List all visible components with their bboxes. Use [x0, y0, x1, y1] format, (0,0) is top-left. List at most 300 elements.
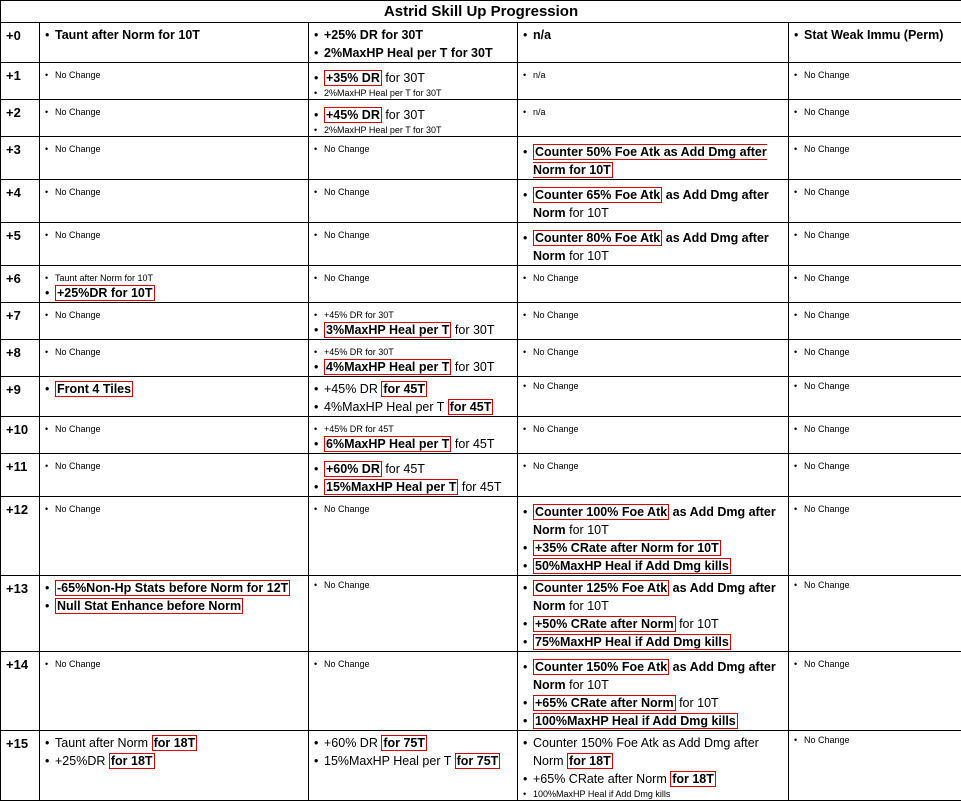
highlighted-change: for 18T	[567, 753, 613, 769]
bullet-list	[45, 309, 303, 321]
bullet-list	[45, 143, 303, 155]
bullet-list	[523, 380, 783, 392]
bullet-list	[523, 460, 783, 472]
skill-3-cell	[518, 652, 789, 731]
list-item	[314, 658, 512, 670]
item-text: No Change	[55, 144, 101, 154]
skill-4-cell	[789, 63, 961, 100]
highlighted-change: 75%MaxHP Heal if Add Dmg kills	[533, 634, 731, 650]
item-text: n/a	[533, 70, 546, 80]
skill-1-cell	[40, 137, 309, 180]
highlighted-change: for 45T	[381, 381, 427, 397]
bullet-list	[314, 346, 512, 376]
level-cell: +14	[1, 652, 40, 731]
list-item	[523, 272, 783, 284]
bullet-list	[794, 106, 956, 118]
item-text: Norm	[533, 249, 566, 263]
skill-1-cell	[40, 180, 309, 223]
highlighted-change: 4%MaxHP Heal per T	[324, 359, 451, 375]
item-text: +65% CRate after Norm	[533, 772, 670, 786]
list-item	[45, 186, 303, 198]
list-item	[314, 734, 512, 752]
list-item	[794, 734, 956, 746]
list-item	[45, 423, 303, 435]
skill-3-cell	[518, 223, 789, 266]
list-item	[314, 229, 512, 241]
table-row	[1, 731, 961, 801]
item-text: No Change	[804, 144, 850, 154]
list-item	[523, 734, 783, 770]
list-item	[523, 633, 783, 651]
item-text: No Change	[324, 504, 370, 514]
bullet-list	[314, 229, 512, 241]
item-text: 15%MaxHP Heal per T	[324, 754, 455, 768]
list-item	[314, 26, 512, 44]
bullet-list	[794, 579, 956, 591]
list-item	[523, 346, 783, 358]
list-item	[45, 272, 303, 284]
list-item	[314, 380, 512, 398]
bullet-list	[794, 346, 956, 358]
skill-2-cell	[309, 137, 518, 180]
skill-3-cell	[518, 497, 789, 576]
bullet-list	[45, 579, 303, 615]
skill-2-cell	[309, 417, 518, 454]
skill-3-cell	[518, 454, 789, 497]
item-text: Taunt after Norm for 10T	[55, 273, 153, 283]
skill-2-cell	[309, 180, 518, 223]
list-item	[794, 272, 956, 284]
table-row	[1, 652, 961, 731]
skill-2-cell	[309, 377, 518, 417]
list-item	[45, 284, 303, 302]
list-item	[45, 658, 303, 670]
level-cell: +9	[1, 377, 40, 417]
skill-4-cell	[789, 180, 961, 223]
skill-2-cell	[309, 652, 518, 731]
level-cell: +0	[1, 23, 40, 63]
list-item	[314, 503, 512, 515]
bullet-list	[794, 380, 956, 392]
bullet-list	[523, 579, 783, 651]
item-text: n/a	[533, 28, 551, 42]
list-item	[794, 346, 956, 358]
item-text: as Add Dmg after	[669, 505, 776, 519]
list-item	[314, 358, 512, 376]
item-text: for 10T	[566, 523, 609, 537]
list-item	[523, 557, 783, 575]
item-text: No Change	[804, 347, 850, 357]
bullet-list	[794, 503, 956, 515]
item-text: No Change	[324, 144, 370, 154]
skill-2-cell	[309, 731, 518, 801]
table-row	[1, 576, 961, 652]
skill-4-cell	[789, 417, 961, 454]
skill-4-cell	[789, 266, 961, 303]
bullet-list	[45, 106, 303, 118]
list-item	[794, 186, 956, 198]
item-text: +25%DR	[55, 754, 109, 768]
highlighted-change: Front 4 Tiles	[55, 381, 133, 397]
list-item	[523, 694, 783, 712]
item-text: No Change	[804, 230, 850, 240]
item-text: 100%MaxHP Heal if Add Dmg kills	[533, 789, 670, 799]
list-item	[523, 229, 783, 265]
list-item	[523, 380, 783, 392]
level-cell: +2	[1, 100, 40, 137]
bullet-list	[314, 658, 512, 670]
list-item	[314, 398, 512, 416]
bullet-list	[794, 186, 956, 198]
highlighted-change: +35% CRate after Norm for 10T	[533, 540, 721, 556]
list-item	[314, 435, 512, 453]
item-text: +45% DR for 30T	[324, 310, 394, 320]
bullet-list	[314, 309, 512, 339]
bullet-list	[314, 503, 512, 515]
item-text: for 10T	[566, 249, 609, 263]
item-text: No Change	[55, 310, 101, 320]
list-item	[523, 579, 783, 615]
table-body	[1, 23, 961, 801]
highlighted-change: 3%MaxHP Heal per T	[324, 322, 451, 338]
skill-1-cell	[40, 303, 309, 340]
bullet-list	[523, 658, 783, 730]
skill-3-cell	[518, 576, 789, 652]
highlighted-change: for 18T	[109, 753, 155, 769]
skill-2-cell	[309, 23, 518, 63]
item-text: No Change	[804, 504, 850, 514]
bullet-list	[794, 460, 956, 472]
list-item	[314, 87, 512, 99]
item-text: No Change	[804, 273, 850, 283]
list-item	[523, 106, 783, 118]
item-text: as Add Dmg after	[662, 188, 769, 202]
bullet-list	[794, 69, 956, 81]
item-text: for 45T	[451, 437, 494, 451]
item-text: for 45T	[382, 462, 425, 476]
list-item	[523, 423, 783, 435]
bullet-list	[523, 309, 783, 321]
bullet-list	[45, 26, 303, 44]
bullet-list	[314, 143, 512, 155]
list-item	[523, 186, 783, 222]
skill-2-cell	[309, 266, 518, 303]
item-text: for 30T	[451, 323, 494, 337]
skill-4-cell	[789, 100, 961, 137]
item-text: No Change	[804, 310, 850, 320]
item-text: No Change	[804, 381, 850, 391]
bullet-list	[523, 106, 783, 118]
item-text: No Change	[533, 273, 579, 283]
highlighted-change: +35% DR	[324, 70, 382, 86]
list-item	[45, 597, 303, 615]
list-item	[314, 423, 512, 435]
item-text: Norm	[533, 523, 566, 537]
skill-1-cell	[40, 266, 309, 303]
skill-1-cell	[40, 731, 309, 801]
bullet-list	[314, 579, 512, 591]
item-text: No Change	[55, 230, 101, 240]
table-row	[1, 266, 961, 303]
highlighted-change: 50%MaxHP Heal if Add Dmg kills	[533, 558, 731, 574]
bullet-list	[523, 503, 783, 575]
list-item	[523, 539, 783, 557]
table-row	[1, 497, 961, 576]
bullet-list	[794, 658, 956, 670]
skill-2-cell	[309, 223, 518, 266]
item-text: for 10T	[676, 617, 719, 631]
item-text: +45% DR for 45T	[324, 424, 394, 434]
skill-4-cell	[789, 303, 961, 340]
list-item	[794, 106, 956, 118]
skill-4-cell	[789, 137, 961, 180]
level-cell: +3	[1, 137, 40, 180]
skill-3-cell	[518, 180, 789, 223]
item-text: No Change	[804, 735, 850, 745]
item-text: No Change	[804, 70, 850, 80]
list-item	[314, 321, 512, 339]
highlighted-change: +65% CRate after Norm	[533, 695, 676, 711]
list-item	[45, 346, 303, 358]
skill-4-cell	[789, 23, 961, 63]
item-text: for 10T	[566, 678, 609, 692]
level-cell: +13	[1, 576, 40, 652]
level-cell: +15	[1, 731, 40, 801]
list-item	[523, 460, 783, 472]
bullet-list	[523, 143, 783, 179]
list-item	[314, 69, 512, 87]
table-row	[1, 377, 961, 417]
item-text: No Change	[55, 107, 101, 117]
list-item	[523, 712, 783, 730]
bullet-list	[45, 423, 303, 435]
bullet-list	[45, 229, 303, 241]
skill-2-cell	[309, 100, 518, 137]
item-text: No Change	[324, 230, 370, 240]
level-cell: +10	[1, 417, 40, 454]
skill-1-cell	[40, 576, 309, 652]
item-text: 4%MaxHP Heal per T	[324, 400, 448, 414]
skill-3-cell	[518, 731, 789, 801]
list-item	[314, 272, 512, 284]
skill-2-cell	[309, 576, 518, 652]
list-item	[314, 579, 512, 591]
item-text: +45% DR	[324, 382, 381, 396]
bullet-list	[523, 734, 783, 800]
list-item	[794, 26, 956, 44]
skill-1-cell	[40, 63, 309, 100]
item-text: No Change	[55, 70, 101, 80]
bullet-list	[45, 503, 303, 515]
bullet-list	[45, 186, 303, 198]
skill-4-cell	[789, 497, 961, 576]
highlighted-change: -65%Non-Hp Stats before Norm for 12T	[55, 580, 290, 596]
list-item	[314, 460, 512, 478]
skill-4-cell	[789, 377, 961, 417]
item-text: No Change	[804, 461, 850, 471]
highlighted-change: +50% CRate after Norm	[533, 616, 676, 632]
bullet-list	[314, 272, 512, 284]
skill-4-cell	[789, 223, 961, 266]
item-text: for 45T	[458, 480, 501, 494]
list-item	[523, 309, 783, 321]
skill-4-cell	[789, 576, 961, 652]
level-cell: +6	[1, 266, 40, 303]
list-item	[523, 770, 783, 788]
skill-1-cell	[40, 417, 309, 454]
bullet-list	[794, 26, 956, 44]
highlighted-change: 100%MaxHP Heal if Add Dmg kills	[533, 713, 738, 729]
item-text: Taunt after Norm for 10T	[55, 28, 200, 42]
item-text: No Change	[533, 381, 579, 391]
skill-2-cell	[309, 454, 518, 497]
table-row	[1, 417, 961, 454]
list-item	[45, 229, 303, 241]
bullet-list	[45, 69, 303, 81]
bullet-list	[45, 380, 303, 398]
list-item	[794, 229, 956, 241]
item-text: No Change	[804, 424, 850, 434]
highlighted-change: for 18T	[152, 735, 198, 751]
item-text: 2%MaxHP Heal per T for 30T	[324, 88, 442, 98]
skill-4-cell	[789, 652, 961, 731]
bullet-list	[523, 272, 783, 284]
item-text: for 10T	[566, 206, 609, 220]
item-text: as Add Dmg after	[669, 581, 776, 595]
skill-1-cell	[40, 23, 309, 63]
list-item	[523, 615, 783, 633]
list-item	[794, 143, 956, 155]
item-text: No Change	[55, 659, 101, 669]
item-text: No Change	[804, 580, 850, 590]
level-cell: +7	[1, 303, 40, 340]
item-text: for 10T	[566, 599, 609, 613]
item-text: No Change	[324, 187, 370, 197]
skill-3-cell	[518, 100, 789, 137]
bullet-list	[523, 186, 783, 222]
skill-2-cell	[309, 497, 518, 576]
item-text: 2%MaxHP Heal per T for 30T	[324, 46, 493, 60]
table-row	[1, 454, 961, 497]
list-item	[314, 44, 512, 62]
bullet-list	[523, 423, 783, 435]
skill-3-cell	[518, 377, 789, 417]
list-item	[523, 658, 783, 694]
item-text: No Change	[533, 461, 579, 471]
highlighted-change: +25%DR for 10T	[55, 285, 155, 301]
table-row	[1, 180, 961, 223]
bullet-list	[45, 272, 303, 302]
list-item	[523, 788, 783, 800]
highlighted-change: 6%MaxHP Heal per T	[324, 436, 451, 452]
bullet-list	[45, 658, 303, 670]
list-item	[45, 579, 303, 597]
item-text: No Change	[533, 424, 579, 434]
item-text: Norm	[533, 678, 566, 692]
bullet-list	[794, 734, 956, 746]
list-item	[523, 69, 783, 81]
list-item	[45, 309, 303, 321]
title-row	[1, 1, 961, 23]
item-text: for 30T	[382, 71, 425, 85]
list-item	[314, 124, 512, 136]
list-item	[314, 143, 512, 155]
list-item	[314, 106, 512, 124]
list-item	[45, 503, 303, 515]
list-item	[45, 752, 303, 770]
skill-1-cell	[40, 223, 309, 266]
skill-1-cell	[40, 652, 309, 731]
level-cell: +1	[1, 63, 40, 100]
item-text: No Change	[533, 310, 579, 320]
skill-2-cell	[309, 340, 518, 377]
item-text: No Change	[804, 187, 850, 197]
skill-3-cell	[518, 23, 789, 63]
level-cell: +8	[1, 340, 40, 377]
bullet-list	[314, 423, 512, 453]
list-item	[523, 26, 783, 44]
table-row	[1, 137, 961, 180]
item-text: Taunt after Norm	[55, 736, 152, 750]
bullet-list	[523, 69, 783, 81]
list-item	[45, 380, 303, 398]
bullet-list	[314, 106, 512, 136]
skill-1-cell	[40, 340, 309, 377]
bullet-list	[314, 26, 512, 62]
highlighted-change: Counter 80% Foe Atk	[533, 230, 662, 246]
skill-1-cell	[40, 454, 309, 497]
skill-1-cell	[40, 377, 309, 417]
skill-3-cell	[518, 417, 789, 454]
item-text: Norm	[533, 206, 566, 220]
highlighted-change: Counter 65% Foe Atk	[533, 187, 662, 203]
item-text: Norm	[533, 599, 566, 613]
item-text: No Change	[324, 273, 370, 283]
highlighted-change: for 18T	[670, 771, 716, 787]
highlighted-change: Counter 125% Foe Atk	[533, 580, 669, 596]
list-item	[314, 186, 512, 198]
skill-3-cell	[518, 63, 789, 100]
item-text: Stat Weak Immu (Perm)	[804, 28, 943, 42]
skill-3-cell	[518, 303, 789, 340]
list-item	[794, 423, 956, 435]
list-item	[794, 380, 956, 392]
bullet-list	[314, 69, 512, 99]
table-row	[1, 63, 961, 100]
item-text: No Change	[324, 580, 370, 590]
list-item	[794, 69, 956, 81]
bullet-list	[314, 460, 512, 496]
skill-4-cell	[789, 454, 961, 497]
bullet-list	[523, 346, 783, 358]
list-item	[523, 143, 783, 179]
list-item	[314, 478, 512, 496]
item-text: 2%MaxHP Heal per T for 30T	[324, 125, 442, 135]
item-text: for 10T	[676, 696, 719, 710]
item-text: No Change	[533, 347, 579, 357]
table-title: Astrid Skill Up Progression	[1, 1, 961, 23]
list-item	[45, 734, 303, 752]
list-item	[45, 460, 303, 472]
list-item	[523, 503, 783, 539]
list-item	[45, 26, 303, 44]
item-text: No Change	[55, 424, 101, 434]
list-item	[794, 658, 956, 670]
bullet-list	[314, 734, 512, 770]
bullet-list	[794, 423, 956, 435]
level-cell: +5	[1, 223, 40, 266]
highlighted-change: for 75T	[455, 753, 501, 769]
